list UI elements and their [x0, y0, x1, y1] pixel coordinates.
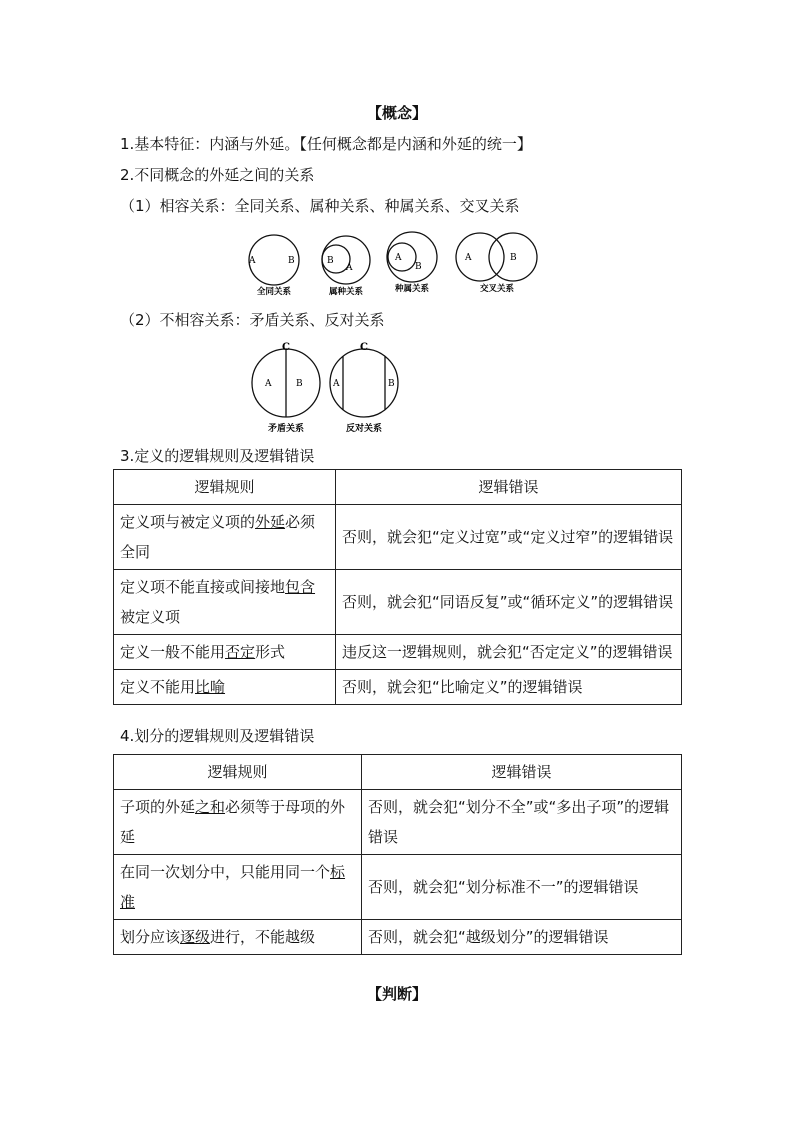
- table-header-row: [114, 470, 682, 505]
- error-cell: 否则，就会犯“划分标准不一”的逻辑错误: [362, 855, 682, 920]
- intersection-label-b: B: [510, 253, 517, 263]
- intersection-relation-figure: [456, 233, 537, 294]
- incompatible-relations-diagram: [246, 338, 416, 438]
- species-genus-caption: 种属关系: [394, 284, 430, 294]
- compatible-relations-line: （1）相容关系：全同关系、属种关系、种属关系、交叉关系: [120, 197, 520, 215]
- contrary-label-c: C: [360, 342, 368, 353]
- basic-feature-line: 1.基本特征：内涵与外延。【任何概念都是内涵和外延的统一】: [120, 135, 532, 153]
- error-cell: 违反这一逻辑规则，就会犯“否定定义”的逻辑错误: [336, 635, 682, 670]
- rule-cell: 定义不能用比喻: [114, 670, 336, 705]
- error-cell: 否则，就会犯“越级划分”的逻辑错误: [362, 920, 682, 955]
- table-header-row: [114, 755, 682, 790]
- genus-species-relation-figure: [322, 236, 370, 297]
- species-genus-label-a: A: [395, 253, 402, 263]
- rule-cell: 子项的外延之和必须等于母项的外延: [114, 790, 362, 855]
- header-error: 逻辑错误: [362, 755, 682, 790]
- intersection-caption: 交叉关系: [479, 284, 515, 294]
- error-cell: 否则，就会犯“同语反复”或“循环定义”的逻辑错误: [336, 570, 682, 635]
- identity-caption: 全同关系: [256, 287, 292, 297]
- table-row: [114, 635, 682, 670]
- incompatible-relations-line: （2）不相容关系：矛盾关系、反对关系: [120, 311, 385, 329]
- species-genus-label-b: B: [415, 262, 422, 272]
- definition-rules-table: [113, 469, 682, 705]
- table-row: [114, 920, 682, 955]
- table-row: [114, 855, 682, 920]
- header-error: 逻辑错误: [336, 470, 682, 505]
- rule-cell: 定义项不能直接或间接地包含被定义项: [114, 570, 336, 635]
- genus-species-label-a: A: [346, 263, 353, 273]
- identity-label-b: B: [288, 256, 295, 266]
- definition-rules-title: 3.定义的逻辑规则及逻辑错误: [120, 447, 315, 465]
- genus-species-caption: 属种关系: [328, 287, 364, 297]
- header-rule: 逻辑规则: [114, 755, 362, 790]
- species-genus-relation-figure: [387, 232, 437, 294]
- rule-cell: 划分应该逐级进行，不能越级: [114, 920, 362, 955]
- contrary-label-a: A: [333, 379, 340, 389]
- error-cell: 否则，就会犯“定义过宽”或“定义过窄”的逻辑错误: [336, 505, 682, 570]
- table-row: [114, 670, 682, 705]
- identity-relation-figure: [248, 235, 299, 297]
- table-row: [114, 570, 682, 635]
- rule-cell: 定义一般不能用否定形式: [114, 635, 336, 670]
- contrary-relation-figure: [330, 342, 398, 434]
- contrary-label-b: B: [388, 379, 395, 389]
- contradictory-label-a: A: [265, 379, 272, 389]
- concept-heading: 【概念】: [366, 104, 427, 122]
- rule-cell: 定义项与被定义项的外延必须全同: [114, 505, 336, 570]
- division-rules-table: [113, 754, 682, 955]
- genus-species-label-b: B: [327, 256, 334, 266]
- division-rules-title: 4.划分的逻辑规则及逻辑错误: [120, 727, 315, 745]
- table-row: [114, 790, 682, 855]
- table-row: [114, 505, 682, 570]
- compatible-relations-diagram: [240, 228, 550, 300]
- contradictory-label-c: C: [282, 342, 290, 353]
- extension-relations-line: 2.不同概念的外延之间的关系: [120, 166, 315, 184]
- error-cell: 否则，就会犯“划分不全”或“多出子项”的逻辑错误: [362, 790, 682, 855]
- intersection-label-a: A: [465, 253, 472, 263]
- contradictory-caption: 矛盾关系: [267, 424, 305, 434]
- contradictory-relation-figure: [252, 342, 320, 434]
- judgment-heading: 【判断】: [366, 985, 427, 1003]
- contrary-caption: 反对关系: [345, 424, 383, 434]
- identity-label-a: A: [249, 256, 256, 266]
- header-rule: 逻辑规则: [114, 470, 336, 505]
- rule-cell: 在同一次划分中，只能用同一个标准: [114, 855, 362, 920]
- contradictory-label-b: B: [296, 379, 303, 389]
- error-cell: 否则，就会犯“比喻定义”的逻辑错误: [336, 670, 682, 705]
